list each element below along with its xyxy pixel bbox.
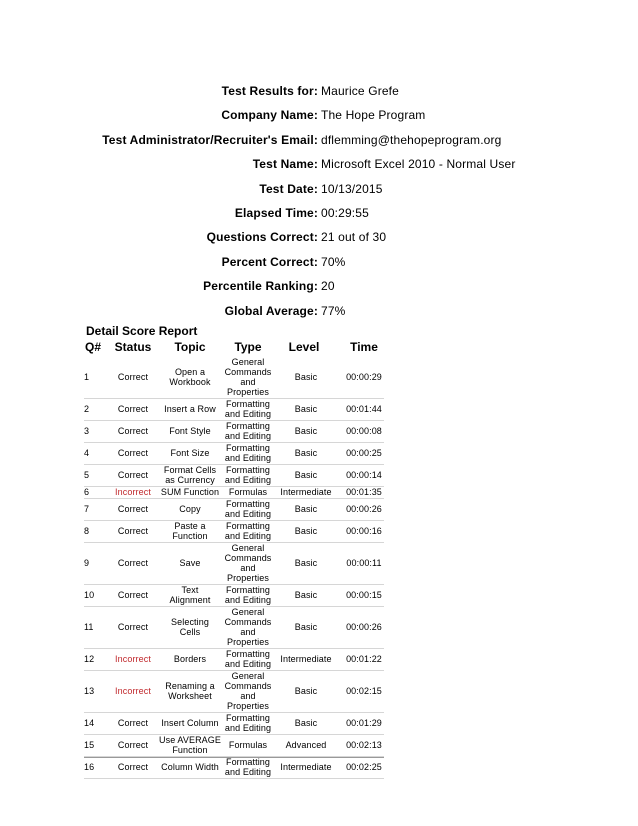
question-number bbox=[84, 734, 106, 756]
topic-cell bbox=[158, 606, 222, 648]
status-cell bbox=[108, 498, 158, 520]
level-cell-text: Basic bbox=[294, 558, 318, 568]
type-cell bbox=[220, 756, 276, 778]
status-cell bbox=[108, 442, 158, 464]
row-divider bbox=[84, 542, 384, 543]
question-number-text: 14 bbox=[84, 718, 95, 728]
status-cell bbox=[108, 712, 158, 734]
header-topic: Topic bbox=[174, 340, 206, 354]
type-cell bbox=[220, 648, 276, 670]
info-label: Percentile Ranking: bbox=[203, 279, 318, 294]
question-number bbox=[84, 606, 106, 648]
time-cell-text: 00:00:26 bbox=[346, 504, 382, 514]
topic-cell-text: Text Alignment bbox=[169, 585, 211, 605]
time-cell bbox=[336, 356, 392, 398]
topic-cell bbox=[158, 648, 222, 670]
question-number bbox=[84, 420, 106, 442]
row-divider bbox=[84, 498, 384, 499]
status-cell-text: Correct bbox=[117, 404, 149, 414]
table-row bbox=[0, 442, 638, 464]
row-divider bbox=[84, 486, 384, 487]
topic-cell-text: Copy bbox=[179, 504, 201, 514]
topic-cell-text: Insert a Row bbox=[164, 404, 216, 414]
level-cell-text: Basic bbox=[294, 686, 318, 696]
type-cell-text: Formatting and Editing bbox=[224, 399, 272, 419]
level-cell bbox=[276, 584, 336, 606]
info-label: Test Date: bbox=[259, 181, 318, 196]
table-row bbox=[0, 670, 638, 712]
status-cell bbox=[108, 420, 158, 442]
status-cell-text: Correct bbox=[117, 740, 149, 750]
info-value: 20 bbox=[321, 279, 335, 294]
header-q: Q# bbox=[85, 340, 102, 354]
status-cell-text: Correct bbox=[117, 426, 149, 436]
time-cell-text: 00:02:13 bbox=[346, 740, 382, 750]
question-number-text: 6 bbox=[84, 487, 90, 497]
status-cell-text: Correct bbox=[117, 504, 149, 514]
header-type: Type bbox=[234, 340, 262, 354]
question-number-text: 2 bbox=[84, 404, 90, 414]
level-cell-text: Basic bbox=[294, 470, 318, 480]
level-cell-text: Basic bbox=[294, 426, 318, 436]
time-cell bbox=[336, 756, 392, 778]
level-cell-text: Intermediate bbox=[280, 487, 332, 497]
topic-cell-text: Font Size bbox=[170, 448, 210, 458]
topic-cell-text: Column Width bbox=[161, 762, 219, 772]
topic-cell-text: Insert Column bbox=[161, 718, 219, 728]
topic-cell bbox=[158, 486, 222, 498]
row-divider bbox=[84, 464, 384, 465]
topic-cell bbox=[158, 356, 222, 398]
topic-cell bbox=[158, 712, 222, 734]
status-cell-text: Correct bbox=[117, 622, 149, 632]
time-cell bbox=[336, 442, 392, 464]
question-number-text: 5 bbox=[84, 470, 90, 480]
type-cell bbox=[220, 584, 276, 606]
status-cell bbox=[108, 520, 158, 542]
test-summary bbox=[0, 82, 638, 326]
table-row bbox=[0, 356, 638, 398]
info-row bbox=[0, 106, 638, 130]
question-number bbox=[84, 520, 106, 542]
level-cell bbox=[276, 670, 336, 712]
level-cell bbox=[276, 398, 336, 420]
time-cell bbox=[336, 486, 392, 498]
level-cell bbox=[276, 356, 336, 398]
status-cell bbox=[108, 398, 158, 420]
topic-cell bbox=[158, 442, 222, 464]
level-cell bbox=[276, 606, 336, 648]
info-value: 10/13/2015 bbox=[321, 181, 383, 196]
level-cell-text: Intermediate bbox=[280, 762, 332, 772]
row-divider bbox=[84, 670, 384, 671]
topic-cell-text: Use AVERAGE Function bbox=[159, 735, 221, 755]
type-cell-text: General Commands and Properties bbox=[224, 607, 272, 647]
topic-cell bbox=[158, 670, 222, 712]
time-cell-text: 00:01:44 bbox=[346, 404, 382, 414]
type-cell-text: General Commands and Properties bbox=[224, 357, 272, 397]
topic-cell bbox=[158, 734, 222, 756]
time-cell bbox=[336, 712, 392, 734]
detail-report-title: Detail Score Report bbox=[86, 324, 198, 338]
question-number bbox=[84, 712, 106, 734]
table-row bbox=[0, 756, 638, 778]
question-number-text: 3 bbox=[84, 426, 90, 436]
info-label: Test Name: bbox=[252, 157, 318, 172]
status-cell-text: Correct bbox=[117, 762, 149, 772]
table-bottom-rule bbox=[84, 757, 384, 758]
status-cell bbox=[108, 584, 158, 606]
type-cell-text: Formatting and Editing bbox=[224, 585, 272, 605]
time-cell bbox=[336, 606, 392, 648]
time-cell-text: 00:00:26 bbox=[346, 622, 382, 632]
type-cell-text: General Commands and Properties bbox=[224, 543, 272, 583]
type-cell bbox=[220, 712, 276, 734]
type-cell bbox=[220, 670, 276, 712]
info-value: Maurice Grefe bbox=[321, 84, 399, 98]
level-cell-text: Basic bbox=[294, 504, 318, 514]
info-label: Global Average: bbox=[224, 303, 318, 318]
type-cell bbox=[220, 606, 276, 648]
question-number-text: 12 bbox=[84, 654, 95, 664]
status-cell bbox=[108, 486, 158, 498]
status-cell-text: Incorrect bbox=[115, 654, 151, 664]
time-cell bbox=[336, 542, 392, 584]
type-cell-text: General Commands and Properties bbox=[224, 671, 272, 711]
type-cell bbox=[220, 498, 276, 520]
type-cell-text: Formatting and Editing bbox=[224, 443, 272, 463]
level-cell bbox=[276, 520, 336, 542]
question-number bbox=[84, 542, 106, 584]
table-row bbox=[0, 498, 638, 520]
status-cell-text: Incorrect bbox=[115, 686, 151, 696]
row-divider bbox=[84, 734, 384, 735]
topic-cell-text: Selecting Cells bbox=[171, 617, 209, 637]
info-value: 21 out of 30 bbox=[321, 230, 387, 245]
header-level: Level bbox=[288, 340, 320, 354]
type-cell bbox=[220, 398, 276, 420]
time-cell-text: 00:01:35 bbox=[346, 487, 382, 497]
type-cell-text: Formatting and Editing bbox=[224, 421, 272, 441]
info-value: Microsoft Excel 2010 - Normal User bbox=[321, 157, 516, 172]
question-number bbox=[84, 670, 106, 712]
header-time: Time bbox=[350, 340, 378, 354]
info-label: Percent Correct: bbox=[221, 254, 318, 269]
row-divider bbox=[84, 442, 384, 443]
level-cell-text: Advanced bbox=[285, 740, 327, 750]
row-divider bbox=[84, 584, 384, 585]
table-row bbox=[0, 420, 638, 442]
info-label: Company Name: bbox=[221, 108, 318, 123]
time-cell-text: 00:00:08 bbox=[346, 426, 382, 436]
info-row bbox=[0, 180, 638, 204]
question-number-text: 7 bbox=[84, 504, 90, 514]
status-cell-text: Correct bbox=[117, 590, 149, 600]
question-number-text: 16 bbox=[84, 762, 95, 772]
info-row bbox=[0, 204, 638, 228]
topic-cell-text: Renaming a Worksheet bbox=[165, 681, 215, 701]
table-row bbox=[0, 648, 638, 670]
level-cell bbox=[276, 464, 336, 486]
level-cell-text: Basic bbox=[294, 622, 318, 632]
info-label: Test Results for: bbox=[221, 84, 318, 98]
info-value: The Hope Program bbox=[321, 108, 426, 123]
row-divider bbox=[84, 606, 384, 607]
time-cell bbox=[336, 670, 392, 712]
status-cell bbox=[108, 356, 158, 398]
time-cell-text: 00:00:29 bbox=[346, 372, 382, 382]
time-cell-text: 00:00:25 bbox=[346, 448, 382, 458]
level-cell bbox=[276, 648, 336, 670]
question-number bbox=[84, 486, 106, 498]
level-cell-text: Basic bbox=[294, 448, 318, 458]
topic-cell-text: SUM Function bbox=[160, 487, 220, 497]
info-label: Elapsed Time: bbox=[234, 205, 318, 220]
table-row bbox=[0, 734, 638, 756]
question-number bbox=[84, 356, 106, 398]
time-cell bbox=[336, 498, 392, 520]
info-row bbox=[0, 277, 638, 301]
topic-cell-text: Borders bbox=[173, 654, 207, 664]
time-cell-text: 00:00:16 bbox=[346, 526, 382, 536]
topic-cell bbox=[158, 498, 222, 520]
info-value: dflemming@thehopeprogram.org bbox=[321, 132, 502, 147]
level-cell bbox=[276, 712, 336, 734]
type-cell bbox=[220, 486, 276, 498]
info-row bbox=[0, 253, 638, 277]
info-row bbox=[0, 228, 638, 252]
info-value: 00:29:55 bbox=[321, 205, 369, 220]
time-cell-text: 00:02:25 bbox=[346, 762, 382, 772]
question-number-text: 4 bbox=[84, 448, 90, 458]
question-number-text: 8 bbox=[84, 526, 90, 536]
row-divider bbox=[84, 420, 384, 421]
question-number bbox=[84, 442, 106, 464]
table-row bbox=[0, 584, 638, 606]
status-cell bbox=[108, 756, 158, 778]
type-cell bbox=[220, 542, 276, 584]
topic-cell bbox=[158, 398, 222, 420]
status-cell bbox=[108, 464, 158, 486]
level-cell bbox=[276, 420, 336, 442]
type-cell-text: Formatting and Editing bbox=[224, 649, 272, 669]
type-cell-text: Formatting and Editing bbox=[224, 465, 272, 485]
question-number-text: 13 bbox=[84, 686, 95, 696]
question-number-text: 15 bbox=[84, 740, 95, 750]
status-cell-text: Correct bbox=[117, 558, 149, 568]
type-cell bbox=[220, 734, 276, 756]
question-number-text: 1 bbox=[84, 372, 90, 382]
level-cell bbox=[276, 498, 336, 520]
time-cell-text: 00:00:11 bbox=[346, 558, 382, 568]
table-row bbox=[0, 464, 638, 486]
info-label: Test Administrator/Recruiter's Email: bbox=[102, 132, 318, 147]
table-row bbox=[0, 486, 638, 498]
level-cell-text: Basic bbox=[294, 372, 318, 382]
row-divider bbox=[84, 520, 384, 521]
type-cell bbox=[220, 520, 276, 542]
question-number bbox=[84, 464, 106, 486]
time-cell bbox=[336, 584, 392, 606]
table-row bbox=[0, 606, 638, 648]
time-cell-text: 00:00:15 bbox=[346, 590, 382, 600]
info-row bbox=[0, 155, 638, 179]
info-value: 77% bbox=[321, 303, 346, 318]
status-cell-text: Correct bbox=[117, 718, 149, 728]
table-row bbox=[0, 542, 638, 584]
topic-cell bbox=[158, 756, 222, 778]
level-cell bbox=[276, 542, 336, 584]
type-cell bbox=[220, 420, 276, 442]
topic-cell-text: Save bbox=[179, 558, 201, 568]
type-cell-text: Formatting and Editing bbox=[224, 713, 272, 733]
status-cell bbox=[108, 606, 158, 648]
time-cell-text: 00:01:29 bbox=[346, 718, 382, 728]
question-number bbox=[84, 648, 106, 670]
topic-cell bbox=[158, 584, 222, 606]
row-divider bbox=[84, 648, 384, 649]
type-cell bbox=[220, 442, 276, 464]
time-cell-text: 00:00:14 bbox=[346, 470, 382, 480]
time-cell bbox=[336, 420, 392, 442]
info-row bbox=[0, 302, 638, 326]
type-cell bbox=[220, 464, 276, 486]
type-cell-text: Formatting and Editing bbox=[224, 521, 272, 541]
status-cell bbox=[108, 670, 158, 712]
info-label: Questions Correct: bbox=[206, 230, 318, 245]
status-cell-text: Correct bbox=[117, 470, 149, 480]
question-number bbox=[84, 498, 106, 520]
status-cell-text: Correct bbox=[117, 526, 149, 536]
level-cell-text: Basic bbox=[294, 404, 318, 414]
status-cell bbox=[108, 648, 158, 670]
info-value: 70% bbox=[321, 254, 346, 269]
topic-cell-text: Open a Workbook bbox=[169, 367, 211, 387]
table-row bbox=[0, 398, 638, 420]
header-status: Status bbox=[114, 340, 152, 354]
time-cell bbox=[336, 520, 392, 542]
question-number-text: 9 bbox=[84, 558, 90, 568]
level-cell-text: Basic bbox=[294, 590, 318, 600]
time-cell-text: 00:01:22 bbox=[346, 654, 382, 664]
question-number bbox=[84, 398, 106, 420]
type-cell-text: Formatting and Editing bbox=[224, 499, 272, 519]
time-cell-text: 00:02:15 bbox=[346, 686, 382, 696]
status-cell-text: Correct bbox=[117, 448, 149, 458]
level-cell bbox=[276, 756, 336, 778]
type-cell-text: Formulas bbox=[228, 740, 268, 750]
level-cell bbox=[276, 486, 336, 498]
type-cell-text: Formatting and Editing bbox=[224, 757, 272, 777]
level-cell-text: Basic bbox=[294, 718, 318, 728]
topic-cell bbox=[158, 420, 222, 442]
topic-cell-text: Font Style bbox=[169, 426, 211, 436]
level-cell bbox=[276, 442, 336, 464]
topic-cell bbox=[158, 520, 222, 542]
topic-cell-text: Paste a Function bbox=[172, 521, 208, 541]
status-cell-text: Correct bbox=[117, 372, 149, 382]
level-cell bbox=[276, 734, 336, 756]
info-row bbox=[0, 82, 638, 106]
info-row bbox=[0, 131, 638, 155]
topic-cell bbox=[158, 542, 222, 584]
type-cell bbox=[220, 356, 276, 398]
question-number-text: 11 bbox=[84, 622, 94, 632]
row-divider bbox=[84, 398, 384, 399]
level-cell-text: Intermediate bbox=[280, 654, 332, 664]
status-cell-text: Incorrect bbox=[115, 487, 151, 497]
question-number-text: 10 bbox=[84, 590, 95, 600]
type-cell-text: Formulas bbox=[228, 487, 268, 497]
level-cell-text: Basic bbox=[294, 526, 318, 536]
status-cell bbox=[108, 734, 158, 756]
time-cell bbox=[336, 734, 392, 756]
table-row bbox=[0, 520, 638, 542]
row-divider bbox=[84, 712, 384, 713]
row-divider bbox=[84, 756, 384, 757]
topic-cell-text: Format Cells as Currency bbox=[163, 465, 217, 485]
question-number bbox=[84, 756, 106, 778]
topic-cell bbox=[158, 464, 222, 486]
time-cell bbox=[336, 398, 392, 420]
question-number bbox=[84, 584, 106, 606]
time-cell bbox=[336, 464, 392, 486]
table-row bbox=[0, 712, 638, 734]
row-divider bbox=[84, 778, 384, 779]
time-cell bbox=[336, 648, 392, 670]
status-cell bbox=[108, 542, 158, 584]
detail-table-header bbox=[0, 340, 638, 354]
